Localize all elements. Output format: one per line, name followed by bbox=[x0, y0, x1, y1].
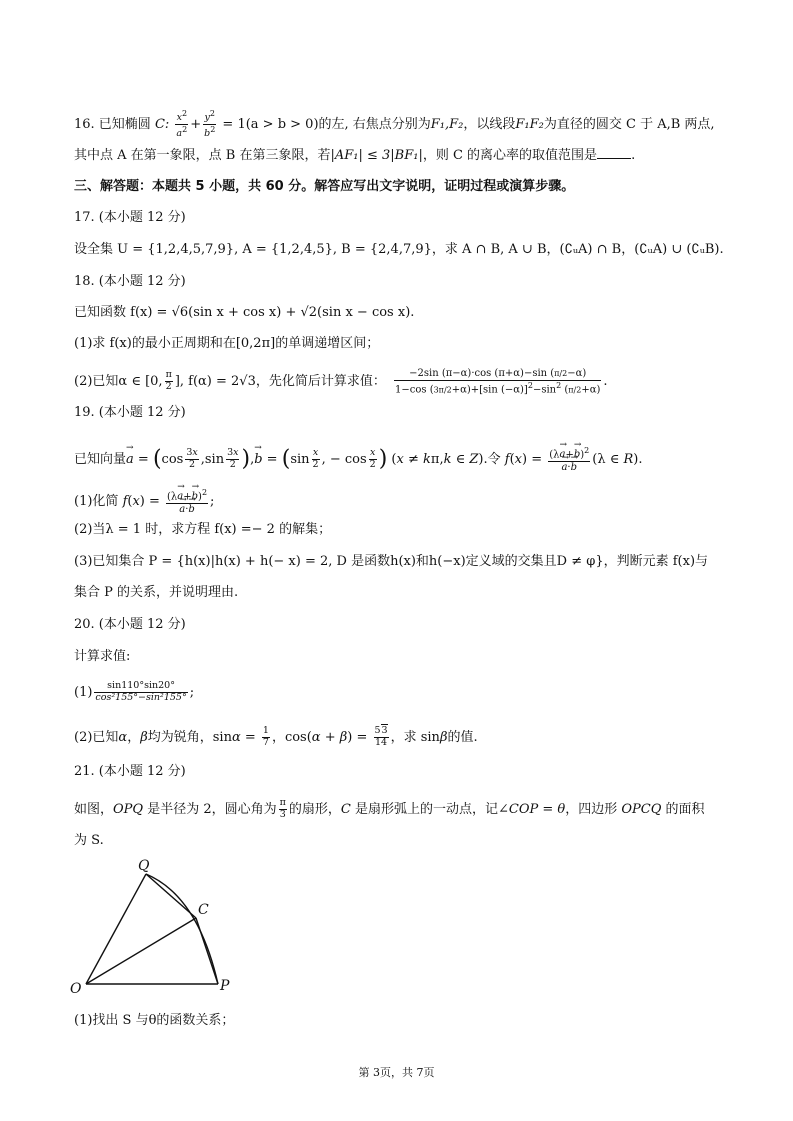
q20-part1: (1) $\frac{\sin 110^\circ\sin 20^\circ}{\text{cos²155°−sin²155°}}$ ; bbox=[74, 680, 195, 703]
q20-p1-denominator: cos²155°−sin²155° bbox=[95, 691, 187, 703]
q17-header: 17. (本小题 12 分) bbox=[74, 210, 186, 225]
q16-segment: F₁F₂ bbox=[515, 117, 544, 133]
q16-foci: F₁,F₂ bbox=[430, 117, 464, 133]
q19-body: 已知向量→ a = (cos $\frac{3x}{2}$ ,sin $\frac{3x}{2}$ ),→ b = (sin $\frac{x}{2}$ , − cos $\frac{x}{2}$ ) (x ≠ kπ,k ∈ Z).令 f(x) = $(\lambda\to a+\to b)^2$ → a·→ b (λ ∈ R). bbox=[74, 446, 642, 473]
pi-over-2: $\frac{\pi}{2}$ bbox=[165, 369, 172, 393]
segment-oc bbox=[86, 918, 196, 984]
q18-part2-a: (2)已知α ∈ [0, bbox=[74, 374, 163, 390]
answer-blank[interactable] bbox=[597, 147, 631, 159]
q21-line1: 如图，OPQ 是半径为 2，圆心角为 $\frac{\pi}{3}$ 的扇形，C 是扇形弧上的一动点，记∠COP = θ，四边形 OPCQ 的面积 bbox=[74, 797, 705, 820]
q19-header: 19. (本小题 12 分) bbox=[74, 405, 186, 420]
q19-part2: (2)当λ = 1 时，求方程 f(x) =− 2 的解集； bbox=[74, 522, 332, 537]
sector-figure bbox=[68, 856, 248, 996]
q18-header: 18. (本小题 12 分) bbox=[74, 274, 186, 289]
q19-part3-line1: (3)已知集合 P = {h(x)|h(x) + h(− x) = 2, D 是函数h(x)和h(−x)定义域的交集且D ≠ φ}，判断元素 f(x)与 bbox=[74, 554, 709, 569]
q21-header: 21. (本小题 12 分) bbox=[74, 764, 186, 779]
page-footer: 第 3页，共 7页 bbox=[358, 1066, 435, 1079]
label-o: O bbox=[70, 981, 82, 996]
q16-prefix: 16. 已知椭圆 bbox=[74, 117, 151, 133]
q16-ellipse-suffix: = 1(a > b > 0)的左, 右焦点分别为 bbox=[218, 117, 431, 133]
q18-part2-end: . bbox=[603, 374, 608, 390]
label-q: Q bbox=[138, 858, 150, 874]
q16-line2-a: 其中点 A 在第一象限，点 B 在第三象限，若 bbox=[74, 148, 331, 163]
arc-pq bbox=[146, 874, 218, 984]
q20-part2: (2)已知α，β均为锐角，sinα = $\frac{1}{7}$ ，cos(α + β) = $\frac{53}{14}$ ，求 sinβ的值. bbox=[74, 725, 478, 748]
q20-header: 20. (本小题 12 分) bbox=[74, 617, 186, 632]
q16-ellipse-prefix: C: bbox=[154, 117, 170, 133]
q16-line2-end: . bbox=[631, 148, 636, 163]
q21-part1: (1)找出 S 与θ的函数关系； bbox=[74, 1013, 235, 1028]
q18-part1: (1)求 f(x)的最小正周期和在[0,2π]的单调递增区间； bbox=[74, 336, 380, 351]
q20-intro: 计算求值: bbox=[74, 649, 131, 664]
q20-p1-numerator: sin110°sin20° bbox=[94, 681, 187, 693]
q18-big-fraction: $\frac{-2\sin (\pi-\alpha)\cdot\cos (\pi+\alpha)-\sin (\pi/2-\alpha)}{1-\cos (3\pi/2+\alpha)+[\sin (-\alpha)]^2-\sin^2 (\pi/2+\alpha)}$ bbox=[395, 368, 601, 395]
section-heading: 三、解答题：本题共 5 小题，共 60 分。解答应写出文字说明，证明过程或演算步骤。 bbox=[74, 179, 575, 194]
q16-mid: ，以线段 bbox=[463, 117, 516, 133]
segment-oq bbox=[86, 874, 146, 984]
q18-body: 已知函数 f(x) = √6(sin x + cos x) + √2(sin x − cos x). bbox=[74, 305, 415, 320]
q18-part2 bbox=[74, 368, 608, 395]
q16-condition: |AF₁| ≤ 3|BF₁| bbox=[330, 148, 423, 163]
q16-line2-b: ，则 C 的离心率的取值范围是 bbox=[422, 148, 598, 163]
q16-suffix: 为直径的圆交 C 于 A,B 两点, bbox=[543, 117, 715, 133]
q19-part1: (1)化简 f(x) = $(\lambda\to a+\to b)^2$ → a·→ b ; bbox=[74, 488, 214, 515]
q18-part2-b: ], f(α) = 2√3，先化简后计算求值： bbox=[174, 374, 386, 390]
q17-body: 设全集 U = {1,2,4,5,7,9}, A = {1,2,4,5}, B = {2,4,7,9}，求 A ∩ B, A ∪ B，(∁ᵤA) ∩ B，(∁ᵤA) ∪ (∁ᵤB). bbox=[74, 242, 724, 257]
q16-line1: 16. 已知椭圆 C: $\frac{x^2}{a^2}$ + $\frac{y^2}{b^2}$ = 1(a > b > 0)的左, 右焦点分别为F₁,F₂，以线段F₁F₂为直径的圆交 C 于 A,B 两点, bbox=[74, 109, 715, 140]
q16-frac-x: $\frac{x^2}{a^2}$ bbox=[176, 109, 188, 140]
label-p: P bbox=[220, 978, 230, 994]
q19-part3-line2: 集合 P 的关系，并说明理由. bbox=[74, 585, 239, 600]
q21-line2: 为 S. bbox=[74, 833, 104, 848]
label-c: C bbox=[198, 902, 209, 918]
q16-line2 bbox=[74, 147, 635, 162]
q16-frac-y: $\frac{y^2}{b^2}$ bbox=[204, 109, 216, 140]
